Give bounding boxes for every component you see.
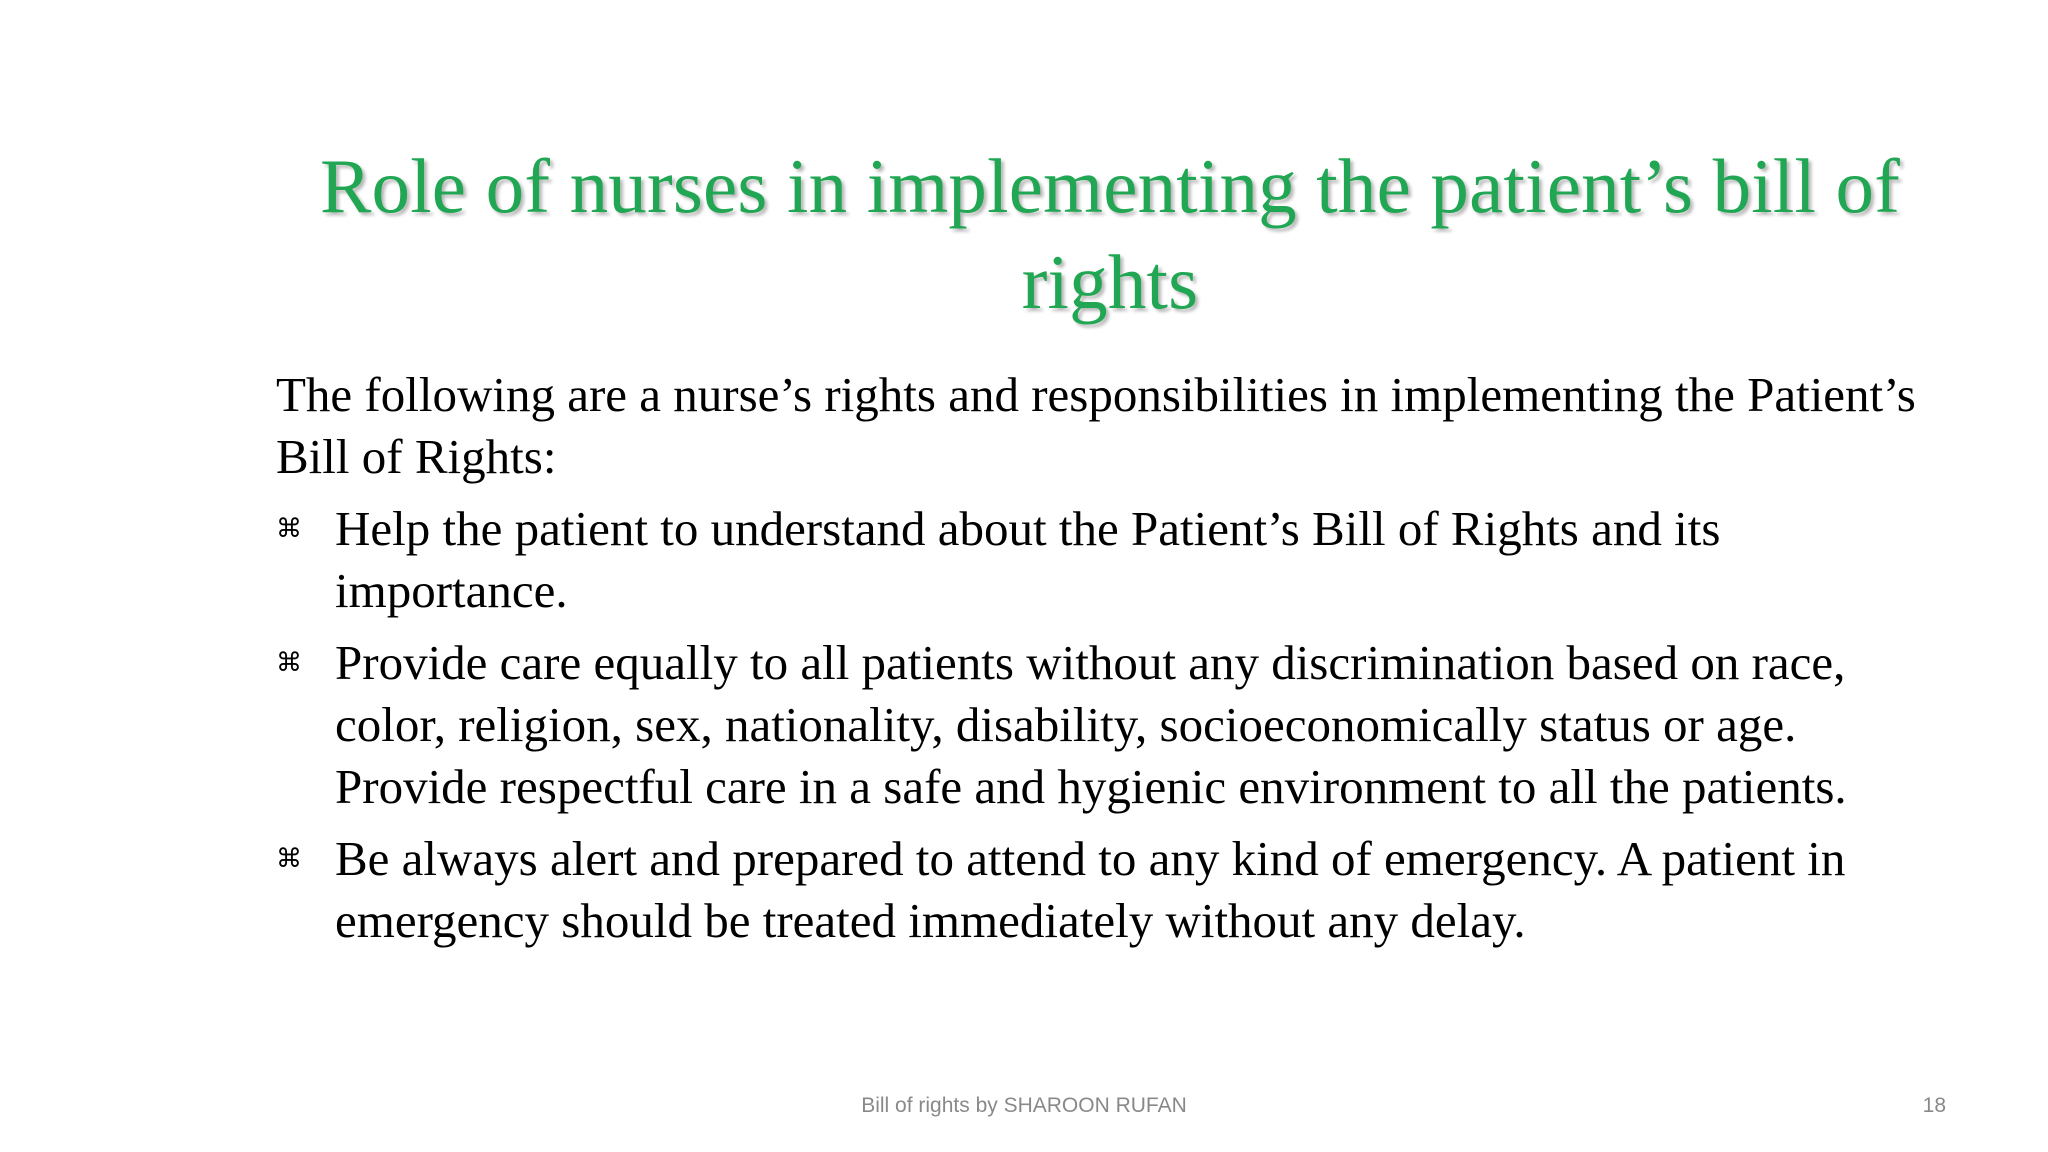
- bullet-item: [276, 828, 1956, 952]
- page-number: 18: [1922, 1094, 1946, 1117]
- bullet-item: [276, 632, 1956, 818]
- footer-text: Bill of rights by SHAROON RUFAN: [861, 1094, 1187, 1117]
- slide-title: Role of nurses in implementing the patient’s bill of rights: [319, 143, 1901, 325]
- bullet-list: [276, 498, 1956, 952]
- bullet-glyph-icon: ⌘: [276, 648, 302, 678]
- bullet-text: Provide care equally to all patients without any discrimination based on race, color, religion, sex, nationality, disability, socioeconomically status or age. Provide respectful care in a safe and hygienic environment to all the patients.: [335, 635, 1847, 814]
- bullet-text: Be always alert and prepared to attend to any kind of emergency. A patient in emergency should be treated immediately without any delay.: [335, 831, 1846, 948]
- bullet-glyph-icon: ⌘: [276, 844, 302, 874]
- intro-paragraph: The following are a nurse’s rights and responsibilities in implementing the Patient’s Bill of Rights:: [276, 367, 1916, 484]
- bullet-glyph-icon: ⌘: [276, 514, 302, 544]
- bullet-item: [276, 498, 1956, 622]
- bullet-text: Help the patient to understand about the Patient’s Bill of Rights and its importance.: [335, 501, 1721, 618]
- slide-body: [276, 364, 1956, 962]
